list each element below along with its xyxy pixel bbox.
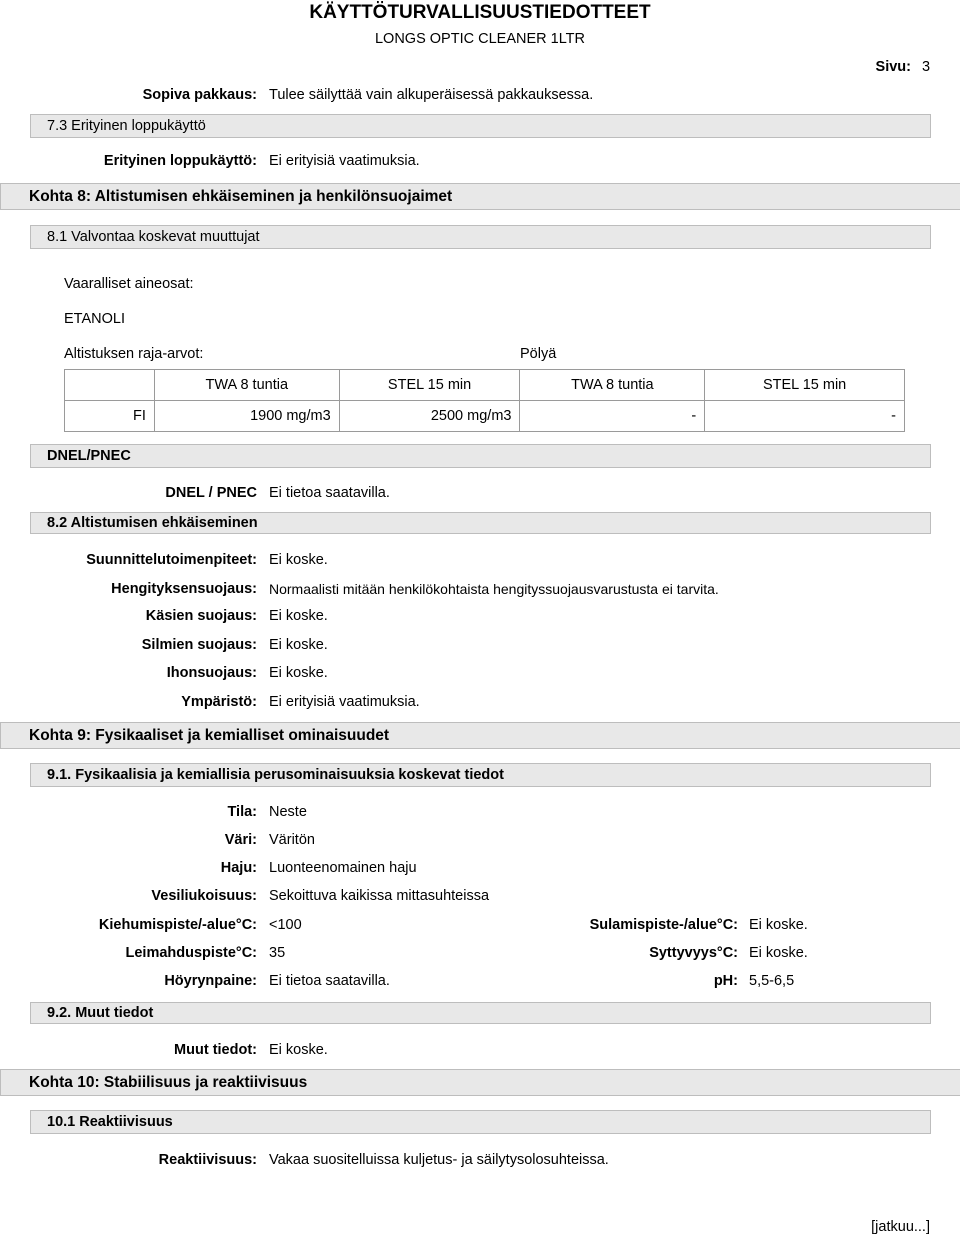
subsection-10-1-title: 10.1 Reaktiivisuus [47, 1114, 173, 1130]
dust-label: Pölyä [520, 346, 557, 362]
table-header-cell [65, 370, 155, 401]
table-row [65, 401, 905, 432]
water-solubility-label: Vesiliukoisuus: [151, 888, 257, 904]
boiling-point-label: Kiehumispiste/-alue°C: [98, 917, 257, 933]
ph-value: 5,5-6,5 [749, 973, 795, 989]
table-cell: FI [65, 401, 155, 432]
continued-note: [jatkuu...] [871, 1219, 930, 1235]
document-title: KÄYTTÖTURVALLISUUSTIEDOTTEET [309, 2, 651, 23]
table-cell: - [520, 401, 705, 432]
subsection-10-1-bar [30, 1110, 931, 1134]
reactivity-value: Vakaa suositelluissa kuljetus- ja säilytysolosuhteissa. [269, 1152, 609, 1168]
section-10-heading: Kohta 10: Stabiilisuus ja reaktiivisuus [29, 1073, 308, 1091]
packaging-label: Sopiva pakkaus: [142, 87, 257, 103]
engineering-controls-label: Suunnittelutoimenpiteet: [86, 552, 257, 568]
flash-point-value: 35 [269, 945, 286, 961]
page-number: 3 [922, 59, 931, 75]
subsection-8-1-bar [30, 225, 931, 249]
subsection-8-1-title: 8.1 Valvontaa koskevat muuttujat [47, 229, 260, 245]
table-cell: 2500 mg/m3 [339, 401, 520, 432]
colour-value: Väritön [269, 832, 315, 848]
subsection-8-2-bar [30, 512, 931, 534]
dnel-pnec-bar [30, 444, 931, 468]
flammability-value: Ei koske. [749, 945, 808, 961]
flammability-label: Syttyvyys°C: [649, 945, 738, 961]
subsection-7-3-title: 7.3 Erityinen loppukäyttö [47, 118, 206, 134]
subsection-9-1-title: 9.1. Fysikaalisia ja kemiallisia perusominaisuuksia koskevat tiedot [47, 767, 504, 783]
table-header-cell: TWA 8 tuntia [154, 370, 339, 401]
section-8-heading: Kohta 8: Altistumisen ehkäiseminen ja henkilönsuojaimet [29, 187, 453, 205]
odour-label: Haju: [220, 860, 257, 876]
ph-label: pH: [713, 973, 738, 989]
eye-protection-label: Silmien suojaus: [141, 637, 257, 653]
table-cell: 1900 mg/m3 [154, 401, 339, 432]
table-header-cell: STEL 15 min [705, 370, 905, 401]
section-9-heading: Kohta 9: Fysikaaliset ja kemialliset ominaisuudet [29, 726, 390, 744]
flash-point-label: Leimahduspiste°C: [125, 945, 257, 961]
table-header-cell: STEL 15 min [339, 370, 520, 401]
section-8-heading-bar [0, 183, 960, 210]
hand-protection-value: Ei koske. [269, 608, 328, 624]
melting-point-label: Sulamispiste-/alue°C: [589, 917, 738, 933]
end-use-value: Ei erityisiä vaatimuksia. [269, 153, 420, 169]
odour-value: Luonteenomainen haju [269, 860, 417, 876]
product-name: LONGS OPTIC CLEANER 1LTR [374, 31, 586, 47]
colour-label: Väri: [224, 832, 257, 848]
end-use-label: Erityinen loppukäyttö: [103, 153, 257, 169]
eye-protection-value: Ei koske. [269, 637, 328, 653]
dnel-pnec-title: DNEL/PNEC [47, 448, 131, 464]
state-label: Tila: [227, 804, 257, 820]
dnel-pnec-value: Ei tietoa saatavilla. [269, 485, 390, 501]
subsection-9-2-bar [30, 1002, 931, 1024]
section-10-heading-bar [0, 1069, 960, 1096]
other-info-value: Ei koske. [269, 1042, 328, 1058]
engineering-controls-value: Ei koske. [269, 552, 328, 568]
packaging-value: Tulee säilyttää vain alkuperäisessä pakkauksessa. [269, 87, 594, 103]
vapour-pressure-label: Höyrynpaine: [164, 973, 257, 989]
skin-protection-value: Ei koske. [269, 665, 328, 681]
exposure-limits-table [64, 369, 905, 432]
page-label: Sivu: [875, 59, 911, 75]
water-solubility-value: Sekoittuva kaikissa mittasuhteissa [269, 888, 490, 904]
reactivity-label: Reaktiivisuus: [158, 1152, 257, 1168]
environment-value: Ei erityisiä vaatimuksia. [269, 694, 420, 710]
section-9-heading-bar [0, 722, 960, 749]
hazardous-components-label: Vaaralliset aineosat: [64, 276, 194, 292]
respiratory-protection-label: Hengityksensuojaus: [111, 581, 257, 597]
boiling-point-value: <100 [269, 917, 302, 933]
melting-point-value: Ei koske. [749, 917, 808, 933]
subsection-9-1-bar [30, 763, 931, 787]
vapour-pressure-value: Ei tietoa saatavilla. [269, 973, 390, 989]
substance-name: ETANOLI [64, 311, 125, 327]
subsection-7-3-bar [30, 114, 931, 138]
respiratory-protection-value: Normaalisti mitään henkilökohtaista hengityssuojausvarustusta ei tarvita. [269, 581, 719, 597]
state-value: Neste [269, 804, 307, 820]
subsection-8-2-title: 8.2 Altistumisen ehkäiseminen [47, 515, 258, 531]
other-info-label: Muut tiedot: [174, 1042, 257, 1058]
exposure-limits-label: Altistuksen raja-arvot: [64, 346, 204, 362]
table-header-cell: TWA 8 tuntia [520, 370, 705, 401]
table-header-row [65, 370, 905, 401]
subsection-9-2-title: 9.2. Muut tiedot [47, 1005, 154, 1021]
skin-protection-label: Ihonsuojaus: [166, 665, 257, 681]
hand-protection-label: Käsien suojaus: [145, 608, 257, 624]
table-cell: - [705, 401, 905, 432]
dnel-pnec-label: DNEL / PNEC [165, 485, 257, 501]
environment-label: Ympäristö: [181, 694, 257, 710]
